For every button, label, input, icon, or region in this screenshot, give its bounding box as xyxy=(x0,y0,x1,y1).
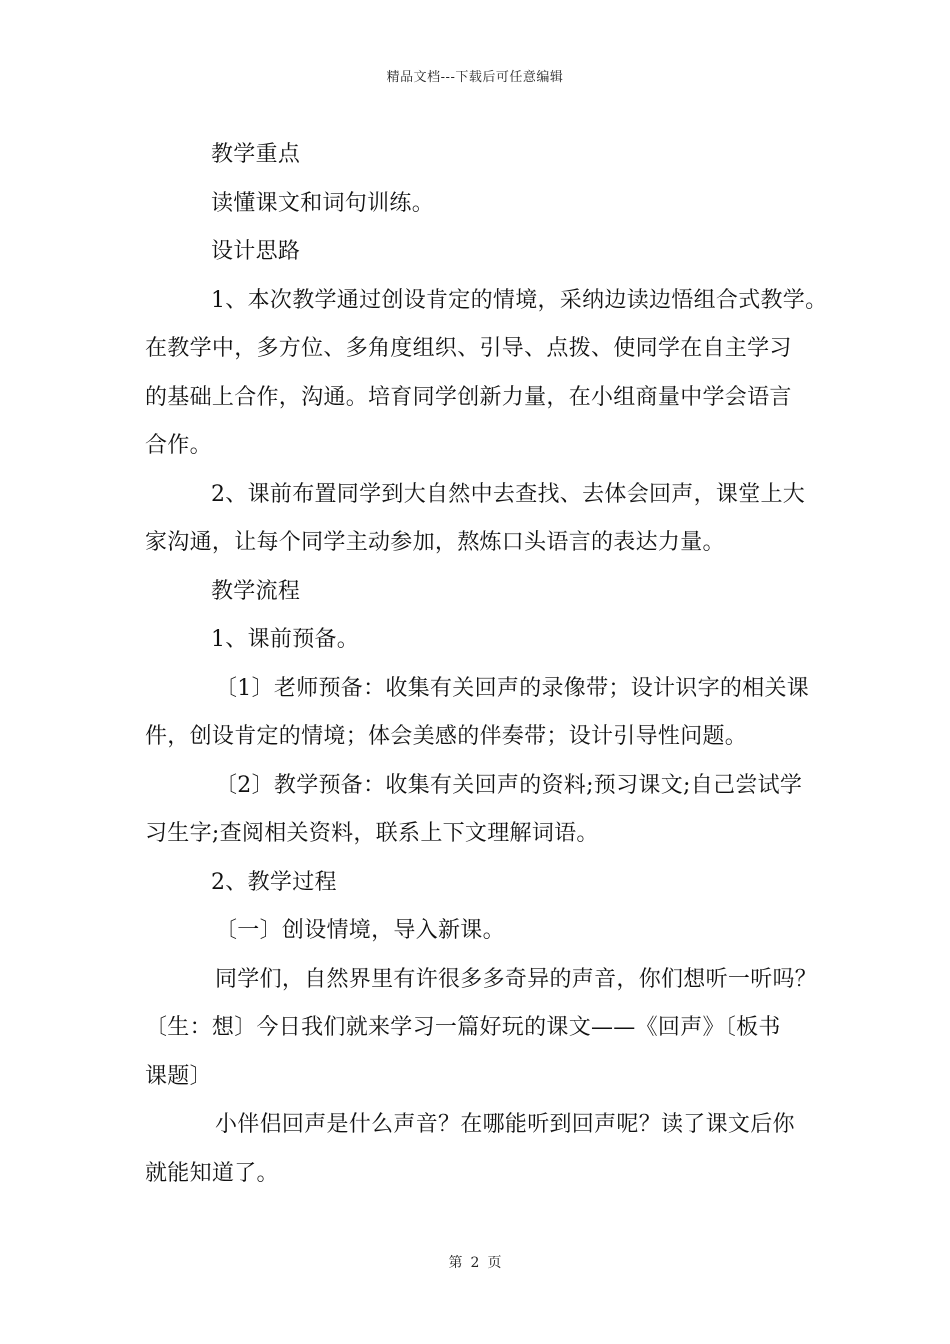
section-heading-teaching-focus: 教学重点 xyxy=(211,142,301,167)
paragraph-line: 1、本次教学通过创设肯定的情境，采纳边读边悟组合式教学。 xyxy=(211,287,828,313)
paragraph: 读懂课文和词句训练。 xyxy=(211,190,435,216)
paragraph-line: 课题〕 xyxy=(145,1063,212,1089)
paragraph-line: 的基础上合作，沟通。培育同学创新力量，在小组商量中学会语言 xyxy=(145,384,792,410)
page-prefix: 第 xyxy=(448,1255,463,1271)
paragraph-line: 〔2〕教学预备：收集有关回声的资料;预习课文;自己尝试学 xyxy=(215,772,803,798)
paragraph-line: 在教学中，多方位、多角度组织、引导、点拨、使同学在自主学习 xyxy=(145,336,792,361)
list-item: 2、教学过程 xyxy=(211,869,337,895)
page-footer xyxy=(0,1252,950,1272)
page-suffix: 页 xyxy=(487,1255,502,1271)
paragraph-line: 小伴侣回声是什么声音？在哪能听到回声呢？读了课文后你 xyxy=(215,1112,795,1137)
paragraph-line: 〔1〕老师预备：收集有关回声的录像带；设计识字的相关课 xyxy=(215,675,810,701)
page-header: 精品文档---下载后可任意编辑 xyxy=(386,70,564,85)
sub-heading: 〔一〕创设情境，导入新课。 xyxy=(215,918,505,943)
paragraph-line: 家沟通，让每个同学主动参加，熬炼口头语言的表达力量。 xyxy=(145,530,725,555)
paragraph-line: 合作。 xyxy=(145,433,212,458)
list-item: 1、课前预备。 xyxy=(211,627,360,652)
paragraph-line: 〔生：想〕今日我们就来学习一篇好玩的课文——《回声》〔板书 xyxy=(145,1015,781,1040)
paragraph-line: 2、课前布置同学到大自然中去查找、去体会回声，课堂上大 xyxy=(211,481,806,507)
paragraph-line: 件，创设肯定的情境；体会美感的伴奏带；设计引导性问题。 xyxy=(145,724,748,749)
section-heading-teaching-flow: 教学流程 xyxy=(211,578,301,604)
paragraph-line: 习生字;查阅相关资料，联系上下文理解词语。 xyxy=(145,821,599,846)
paragraph-line: 同学们，自然界里有许很多多奇异的声音，你们想听一听吗？ xyxy=(215,966,818,992)
page-number: 2 xyxy=(470,1255,480,1271)
section-heading-design-idea: 设计思路 xyxy=(211,239,301,264)
paragraph-line: 就能知道了。 xyxy=(145,1160,279,1186)
document-body xyxy=(145,131,828,1198)
